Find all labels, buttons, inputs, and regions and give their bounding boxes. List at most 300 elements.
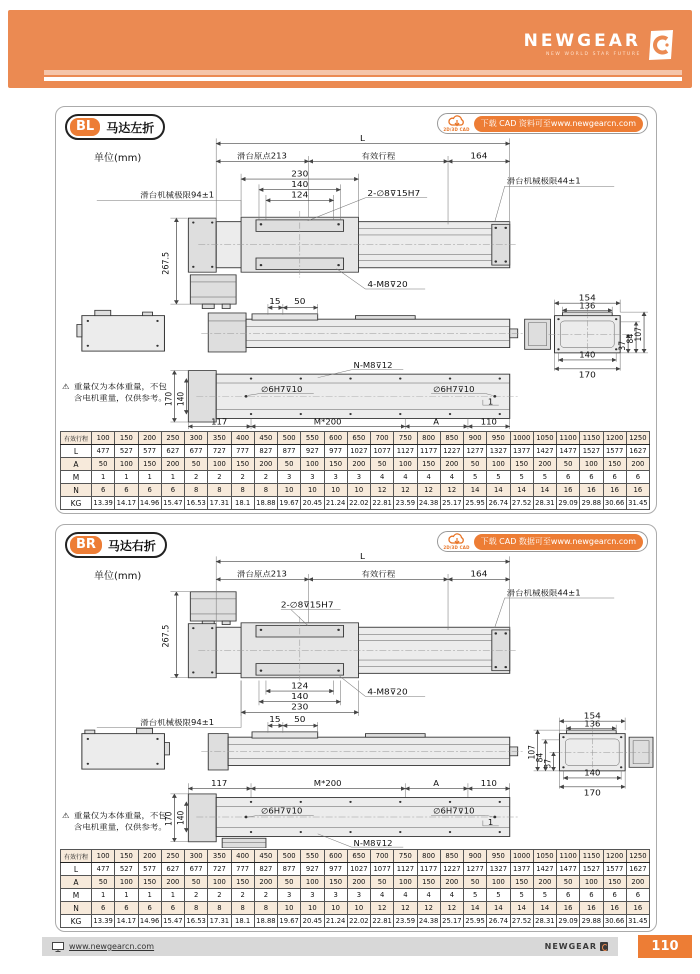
table-cell: 200 (440, 458, 463, 471)
table-cell: 3 (324, 471, 347, 484)
table-cell: 10 (278, 484, 301, 497)
warning-icon: ⚠ (61, 382, 70, 392)
table-row (61, 497, 650, 510)
stroke-header-value: 450 (254, 850, 277, 863)
table-cell: 3 (301, 889, 324, 902)
bl-code: BL (70, 118, 100, 136)
bl-cad-download-link[interactable] (437, 113, 648, 134)
table-cell: 12 (440, 902, 463, 915)
table-cell: 10 (301, 902, 324, 915)
stroke-header-value: 100 (92, 850, 115, 863)
dim-4m8: 4-M8⊽20 (367, 279, 408, 290)
dim-m200: M*200 (313, 779, 342, 788)
dim-L: L (359, 133, 365, 143)
table-cell: 17.31 (208, 915, 231, 928)
table-row (61, 902, 650, 915)
table-cell: 16 (557, 902, 580, 915)
table-cell: 16 (557, 484, 580, 497)
weight-note-line2: 含电机重量，仅供参考。 (73, 822, 167, 832)
table-cell: 5 (510, 889, 533, 902)
table-cell: 6 (115, 902, 138, 915)
table-cell: 13.39 (92, 915, 115, 928)
stroke-header-value: 950 (487, 432, 510, 445)
dim-stroke: 有效行程 (361, 152, 396, 161)
table-cell: 27.52 (510, 915, 533, 928)
table-cell: 25.17 (440, 915, 463, 928)
table-cell: 150 (510, 458, 533, 471)
dim-136: 136 (584, 719, 601, 729)
dim-nm8: N-M8⊽12 (353, 361, 393, 370)
section-bl (55, 106, 657, 514)
table-row (61, 445, 650, 458)
table-cell: 627 (161, 863, 184, 876)
footer-brand-claw-icon (600, 942, 608, 951)
table-cell: 577 (138, 863, 161, 876)
table-row (61, 863, 650, 876)
table-cell: 14 (487, 902, 510, 915)
table-cell: 927 (301, 445, 324, 458)
table-cell: 100 (580, 458, 603, 471)
table-cell: 727 (208, 445, 231, 458)
table-cell: 1327 (487, 863, 510, 876)
table-cell: 6 (92, 902, 115, 915)
table-cell: 1 (161, 889, 184, 902)
br-title: 马达右折 (107, 538, 156, 553)
table-cell: 29.88 (580, 497, 603, 510)
table-cell: 50 (557, 876, 580, 889)
section-br (55, 524, 657, 932)
row-label: L (61, 445, 92, 458)
table-cell: 21.24 (324, 497, 347, 510)
stroke-header-value: 1000 (510, 850, 533, 863)
table-cell: 4 (371, 889, 394, 902)
table-cell: 1127 (394, 863, 417, 876)
table-cell: 150 (231, 458, 254, 471)
row-label: A (61, 458, 92, 471)
table-header-row (61, 432, 650, 445)
table-cell: 30.66 (603, 915, 626, 928)
table-cell: 5 (533, 889, 556, 902)
table-cell: 50 (92, 458, 115, 471)
footer-website-link[interactable] (52, 942, 154, 952)
table-cell: 150 (138, 458, 161, 471)
table-cell: 50 (278, 876, 301, 889)
table-cell: 2 (208, 889, 231, 902)
stroke-header-value: 1250 (626, 850, 649, 863)
br-end-view (527, 711, 654, 798)
table-cell: 150 (324, 458, 347, 471)
table-cell: 16 (626, 484, 649, 497)
dim-15: 15 (269, 714, 281, 724)
table-cell: 14 (510, 484, 533, 497)
table-cell: 50 (185, 458, 208, 471)
weight-note-line1: 重量仅为本体重量，不包 (73, 382, 167, 392)
stroke-header-value: 500 (278, 850, 301, 863)
table-row (61, 471, 650, 484)
brand-name: NEWGEAR (523, 31, 641, 51)
stroke-header-value: 200 (138, 850, 161, 863)
table-cell: 200 (254, 876, 277, 889)
stroke-header-value: 650 (347, 850, 370, 863)
table-cell: 1527 (580, 863, 603, 876)
weight-note-line2: 含电机重量，仅供参考。 (73, 394, 167, 403)
table-cell: 18.1 (231, 497, 254, 510)
warning-icon: ⚠ (61, 811, 70, 820)
stroke-header-value: 500 (278, 432, 301, 445)
table-cell: 14 (464, 484, 487, 497)
table-cell: 1 (115, 471, 138, 484)
table-cell: 6 (115, 484, 138, 497)
stroke-header-value: 800 (417, 850, 440, 863)
table-cell: 14 (487, 484, 510, 497)
table-cell: 26.74 (487, 497, 510, 510)
bl-bottom-view (62, 361, 520, 429)
table-cell: 4 (417, 889, 440, 902)
table-cell: 6 (557, 889, 580, 902)
br-side-view-left (82, 728, 170, 769)
bl-technical-drawing (57, 133, 654, 430)
table-cell: 1177 (417, 445, 440, 458)
stroke-header-value: 700 (371, 850, 394, 863)
dim-110: 110 (480, 418, 497, 427)
table-cell: 8 (254, 484, 277, 497)
table-cell: 1227 (440, 445, 463, 458)
table-cell: 200 (533, 458, 556, 471)
stroke-header-label: 有效行程 (61, 850, 92, 863)
table-cell: 8 (185, 484, 208, 497)
weight-note-line1: 重量仅为本体重量，不包 (73, 811, 167, 820)
table-cell: 6 (161, 902, 184, 915)
table-cell: 50 (371, 876, 394, 889)
table-cell: 8 (185, 902, 208, 915)
table-header-row (61, 850, 650, 863)
dim-A: A (433, 418, 439, 427)
table-cell: 25.17 (440, 497, 463, 510)
table-cell: 10 (301, 484, 324, 497)
table-cell: 16.53 (185, 497, 208, 510)
stroke-header-value: 1150 (580, 432, 603, 445)
row-label: N (61, 902, 92, 915)
table-cell: 27.52 (510, 497, 533, 510)
table-cell: 12 (417, 902, 440, 915)
dim-1: 1 (487, 397, 494, 407)
table-cell: 527 (115, 445, 138, 458)
table-cell: 200 (626, 876, 649, 889)
table-cell: 927 (301, 863, 324, 876)
table-cell: 1 (115, 889, 138, 902)
cad-link-text: 下载 CAD 数据可至www.newgearcn.com (474, 534, 643, 550)
dim-50: 50 (294, 714, 306, 724)
dim-124: 124 (291, 190, 309, 200)
br-side-view (201, 715, 522, 770)
stroke-header-value: 350 (208, 432, 231, 445)
table-cell: 1277 (464, 863, 487, 876)
table-cell: 6 (626, 471, 649, 484)
table-cell: 50 (464, 458, 487, 471)
dim-170-bottom: 170 (164, 811, 174, 826)
table-cell: 4 (440, 471, 463, 484)
table-cell: 100 (394, 458, 417, 471)
table-cell: 100 (487, 458, 510, 471)
table-cell: 1627 (626, 445, 649, 458)
table-cell: 1227 (440, 863, 463, 876)
stroke-header-value: 950 (487, 850, 510, 863)
row-label: A (61, 876, 92, 889)
table-cell: 14.17 (115, 497, 138, 510)
table-cell: 16 (603, 902, 626, 915)
table-cell: 14 (464, 902, 487, 915)
table-row (61, 915, 650, 928)
table-cell: 14 (533, 902, 556, 915)
dim-m200: M*200 (313, 418, 342, 427)
table-cell: 100 (301, 458, 324, 471)
table-cell: 23.59 (394, 497, 417, 510)
stroke-header-value: 200 (138, 432, 161, 445)
stroke-header-value: 1000 (510, 432, 533, 445)
dim-267-5: 267.5 (159, 251, 171, 275)
table-cell: 13.39 (92, 497, 115, 510)
dim-267-5: 267.5 (159, 624, 171, 648)
table-cell: 50 (185, 876, 208, 889)
table-cell: 1577 (603, 445, 626, 458)
stroke-header-value: 100 (92, 432, 115, 445)
table-cell: 200 (161, 458, 184, 471)
table-cell: 19.67 (278, 915, 301, 928)
dim-136: 136 (579, 301, 596, 311)
stroke-header-value: 1200 (603, 850, 626, 863)
table-cell: 6 (603, 471, 626, 484)
dim-107: 107 (633, 327, 644, 342)
table-cell: 2 (208, 471, 231, 484)
table-cell: 1177 (417, 863, 440, 876)
table-cell: 200 (626, 458, 649, 471)
table-cell: 22.81 (371, 915, 394, 928)
table-cell: 1 (138, 889, 161, 902)
dim-84: 84 (535, 752, 545, 763)
dim-140-bottom: 140 (175, 391, 186, 407)
table-cell: 24.38 (417, 497, 440, 510)
table-cell: 4 (417, 471, 440, 484)
table-row (61, 876, 650, 889)
table-cell: 23.59 (394, 915, 417, 928)
bl-side-view-left (77, 310, 165, 351)
table-cell: 150 (231, 876, 254, 889)
table-cell: 21.24 (324, 915, 347, 928)
dim-140: 140 (291, 691, 309, 701)
row-label: L (61, 863, 92, 876)
table-cell: 677 (185, 863, 208, 876)
stroke-header-value: 150 (115, 432, 138, 445)
stroke-header-value: 300 (185, 432, 208, 445)
table-cell: 4 (440, 889, 463, 902)
table-cell: 150 (417, 458, 440, 471)
table-cell: 1127 (394, 445, 417, 458)
table-cell: 20.45 (301, 915, 324, 928)
cad-cloud-icon (443, 533, 469, 550)
table-cell: 5 (510, 471, 533, 484)
table-cell: 3 (278, 889, 301, 902)
dim-4m8: 4-M8⊽20 (367, 687, 408, 697)
table-cell: 1327 (487, 445, 510, 458)
table-cell: 1527 (580, 445, 603, 458)
bl-end-view (525, 293, 648, 380)
table-cell: 6 (626, 889, 649, 902)
stroke-header-value: 150 (115, 850, 138, 863)
table-cell: 1427 (533, 445, 556, 458)
table-cell: 15.47 (161, 497, 184, 510)
table-cell: 25.95 (464, 915, 487, 928)
table-cell: 50 (464, 876, 487, 889)
table-cell: 100 (394, 876, 417, 889)
table-cell: 14.96 (138, 497, 161, 510)
stroke-header-value: 450 (254, 432, 277, 445)
header-stripe-light (44, 70, 682, 75)
table-cell: 727 (208, 863, 231, 876)
dim-117: 117 (211, 779, 228, 788)
dim-origin: 滑台原点213 (237, 570, 287, 579)
table-cell: 827 (254, 863, 277, 876)
table-cell: 1 (161, 471, 184, 484)
table-row (61, 458, 650, 471)
table-cell: 29.09 (557, 915, 580, 928)
row-label: KG (61, 915, 92, 928)
table-cell: 100 (115, 458, 138, 471)
stroke-header-value: 1100 (557, 850, 580, 863)
dim-84: 84 (625, 333, 636, 344)
stroke-header-value: 650 (347, 432, 370, 445)
table-cell: 1 (92, 471, 115, 484)
table-cell: 12 (417, 484, 440, 497)
dim-holes-8h7: 2-∅8⊽15H7 (280, 600, 334, 610)
table-cell: 22.81 (371, 497, 394, 510)
dim-140-bottom: 140 (175, 810, 186, 826)
table-cell: 19.67 (278, 497, 301, 510)
dim-164: 164 (470, 151, 488, 161)
dim-15: 15 (269, 296, 281, 306)
footer-brand-logo (545, 942, 608, 951)
table-cell: 6 (138, 902, 161, 915)
table-cell: 3 (278, 471, 301, 484)
table-cell: 2 (254, 471, 277, 484)
stroke-header-value: 550 (301, 432, 324, 445)
stroke-header-value: 1050 (533, 850, 556, 863)
table-cell: 12 (371, 902, 394, 915)
table-cell: 8 (231, 902, 254, 915)
brand-tagline: NEW WORLD STAR FUTURE (546, 52, 641, 57)
table-cell: 20.45 (301, 497, 324, 510)
footer-website-text: www.newgearcn.com (69, 942, 155, 951)
br-cad-download-link[interactable] (437, 531, 648, 552)
header-bar (8, 10, 692, 88)
row-label: M (61, 889, 92, 902)
table-cell: 6 (138, 484, 161, 497)
table-cell: 2 (185, 471, 208, 484)
dim-mech-limit-left: 滑台机械极限94±1 (140, 191, 215, 200)
table-cell: 5 (487, 889, 510, 902)
table-cell: 50 (278, 458, 301, 471)
dim-140-end: 140 (579, 350, 596, 360)
dim-170-end: 170 (578, 370, 596, 380)
table-cell: 26.74 (487, 915, 510, 928)
stroke-header-value: 250 (161, 850, 184, 863)
dim-mech-limit-right: 滑台机械极限44±1 (506, 176, 581, 186)
bl-title: 马达左折 (106, 120, 155, 135)
dim-1: 1 (487, 818, 494, 827)
table-cell: 14.96 (138, 915, 161, 928)
header-stripe-white (44, 77, 682, 81)
dim-107: 107 (527, 745, 537, 760)
table-cell: 1377 (510, 445, 533, 458)
table-cell: 4 (394, 889, 417, 902)
table-cell: 877 (278, 445, 301, 458)
dim-6h7-left: ∅6H7⊽10 (260, 385, 303, 394)
stroke-header-value: 800 (417, 432, 440, 445)
table-cell: 14 (533, 484, 556, 497)
table-cell: 30.66 (603, 497, 626, 510)
table-cell: 4 (371, 471, 394, 484)
table-cell: 200 (161, 876, 184, 889)
table-cell: 577 (138, 445, 161, 458)
dim-6h7-right: ∅6H7⊽10 (433, 385, 475, 394)
table-cell: 10 (347, 902, 370, 915)
table-cell: 10 (278, 902, 301, 915)
stroke-header-value: 750 (394, 850, 417, 863)
dim-A: A (433, 779, 439, 788)
table-cell: 16 (580, 902, 603, 915)
table-cell: 827 (254, 445, 277, 458)
table-cell: 10 (347, 484, 370, 497)
table-cell: 100 (301, 876, 324, 889)
table-cell: 100 (208, 458, 231, 471)
table-cell: 6 (603, 889, 626, 902)
table-cell: 10 (324, 902, 347, 915)
table-cell: 16 (580, 484, 603, 497)
table-cell: 977 (324, 863, 347, 876)
table-cell: 18.88 (254, 497, 277, 510)
dim-origin: 滑台原点213 (237, 152, 287, 161)
cad-icon-label: 2D/3D CAD (443, 127, 470, 132)
dim-154: 154 (578, 293, 596, 303)
table-cell: 5 (464, 471, 487, 484)
table-cell: 16 (626, 902, 649, 915)
stroke-header-value: 600 (324, 432, 347, 445)
br-code: BR (70, 536, 102, 554)
table-cell: 14 (510, 902, 533, 915)
br-unit-label: 单位(mm) (94, 571, 142, 582)
table-cell: 15.47 (161, 915, 184, 928)
table-row (61, 484, 650, 497)
table-cell: 150 (510, 876, 533, 889)
dim-230: 230 (291, 168, 309, 179)
stroke-header-value: 600 (324, 850, 347, 863)
table-cell: 12 (371, 484, 394, 497)
table-cell: 100 (208, 876, 231, 889)
footer-brand-name: NEWGEAR (544, 942, 597, 951)
table-cell: 477 (92, 445, 115, 458)
table-cell: 50 (557, 458, 580, 471)
table-cell: 5 (533, 471, 556, 484)
br-top-view (188, 592, 517, 684)
table-cell: 200 (533, 876, 556, 889)
table-cell: 17.31 (208, 497, 231, 510)
table-cell: 18.1 (231, 915, 254, 928)
table-cell: 31.45 (626, 497, 649, 510)
table-cell: 150 (603, 876, 626, 889)
footer-bar (42, 937, 618, 956)
table-row (61, 889, 650, 902)
bl-unit-label: 单位(mm) (94, 153, 142, 164)
brand-text (524, 33, 641, 57)
